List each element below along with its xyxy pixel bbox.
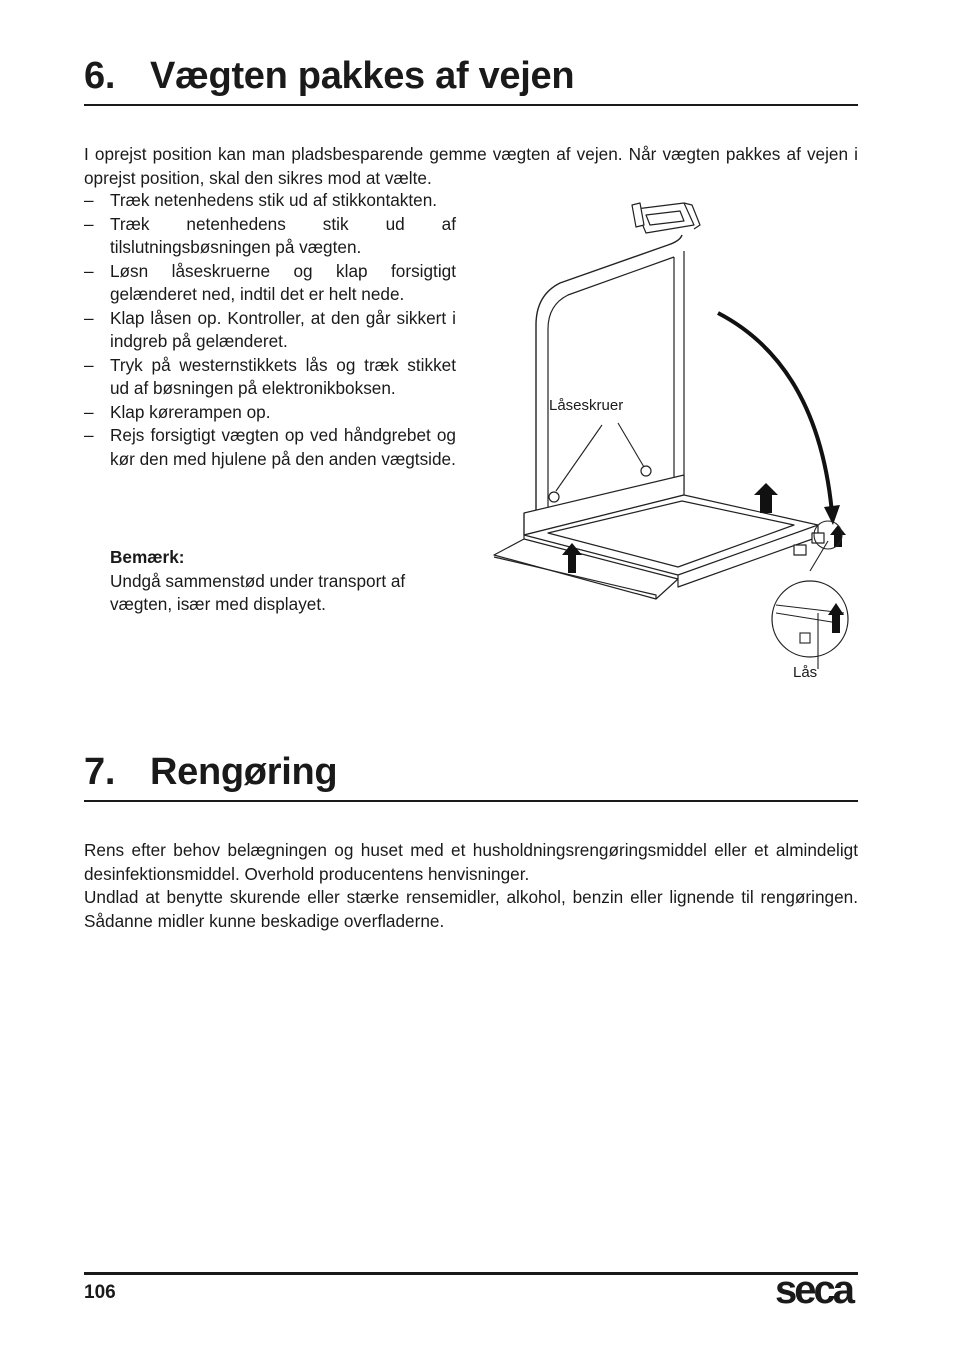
section-7-title: Rengøring bbox=[150, 751, 338, 793]
section-6-heading bbox=[84, 54, 858, 106]
note-block bbox=[110, 546, 460, 617]
label-locking-screws: Låseskruer bbox=[549, 397, 624, 414]
fold-arrow bbox=[718, 313, 832, 513]
bullet-dash: – bbox=[84, 401, 94, 422]
note-text: Undgå sammenstød under transport af vægten, især med displayet. bbox=[110, 570, 406, 614]
list-item-text: Træk netenhedens stik ud af tilslutningsbøsningen på vægten. bbox=[110, 213, 456, 257]
list-item bbox=[84, 307, 456, 354]
list-item-text: Løsn låseskruerne og klap forsigtigt gelænderet ned, indtil det er helt nede. bbox=[110, 260, 456, 304]
scale-drawing bbox=[488, 195, 860, 695]
list-item bbox=[84, 354, 456, 401]
section-7-heading bbox=[84, 750, 858, 802]
brand-logo: seca bbox=[775, 1268, 852, 1312]
section-6-intro: I oprejst position kan man pladsbesparende gemme vægten af vejen. Når vægten pakkes af vejen i oprejst position, skal den sikres mod at vælte. bbox=[84, 144, 858, 188]
scale-illustration bbox=[488, 195, 860, 695]
section-7-para-2: Undlad at benytte skurende eller stærke rensemidler, alkohol, benzin eller lignende til rengøringen. Sådanne midler kunne beskadige overfladerne. bbox=[84, 887, 858, 931]
section-7-para-1: Rens efter behov belægningen og huset med et husholdningsrengøringsmiddel eller et almindeligt desinfektionsmiddel. Overhold producentens henvisninger. bbox=[84, 840, 858, 884]
section-6-title: Vægten pakkes af vejen bbox=[150, 55, 575, 97]
list-item-text: Klap låsen op. Kontroller, at den går sikkert i indgreb på gelænderet. bbox=[110, 307, 456, 351]
display-unit bbox=[632, 203, 700, 233]
list-item-text: Tryk på westernstikkets lås og træk stikket ud af bøsningen på elektronikboksen. bbox=[110, 354, 456, 398]
instruction-list bbox=[84, 189, 456, 471]
list-item-text: Klap kørerampen op. bbox=[110, 401, 271, 422]
label-lock: Lås bbox=[793, 664, 818, 681]
note-title: Bemærk: bbox=[110, 547, 185, 567]
footer-rule bbox=[84, 1272, 858, 1275]
bullet-dash: – bbox=[84, 190, 94, 210]
list-item bbox=[84, 189, 456, 213]
bullet-dash: – bbox=[84, 425, 94, 445]
list-item-text: Rejs forsigtigt vægten op ved håndgrebet og kør den med hjulene på den anden vægtside. bbox=[110, 425, 456, 469]
section-7-number: 7. bbox=[84, 751, 116, 793]
list-item bbox=[84, 260, 456, 307]
list-item bbox=[84, 424, 456, 471]
bullet-dash: – bbox=[84, 213, 94, 234]
page-number: 106 bbox=[84, 1282, 116, 1303]
bullet-dash: – bbox=[84, 260, 94, 281]
section-6-number: 6. bbox=[84, 55, 116, 97]
handrail bbox=[536, 235, 682, 515]
list-item bbox=[84, 213, 456, 260]
bullet-dash: – bbox=[84, 307, 94, 328]
list-item bbox=[84, 401, 456, 425]
list-item-text: Træk netenhedens stik ud af stikkontakten. bbox=[110, 190, 438, 210]
bullet-dash: – bbox=[84, 354, 94, 375]
